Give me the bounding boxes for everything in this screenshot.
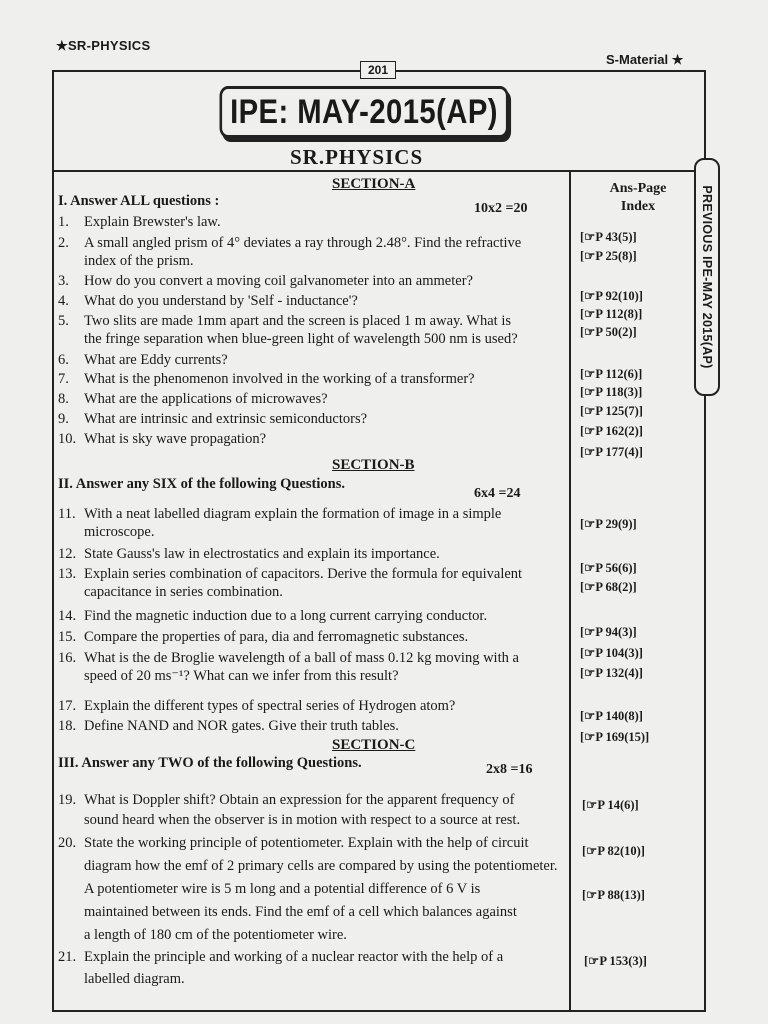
ref-q17: [☞P 140(8)]	[580, 709, 643, 723]
question-10	[58, 430, 266, 448]
header-right: S-Material ★	[606, 52, 684, 67]
question-text-cont: maintained between its ends. Find the emf of a cell which balances against	[84, 904, 517, 920]
question-text-cont: sound heard when the observer is in motion with respect to a source at rest.	[84, 812, 521, 828]
question-2	[58, 234, 521, 270]
question-16	[58, 649, 519, 685]
ref-q20b: [☞P 88(13)]	[582, 888, 645, 902]
question-text: Explain Brewster's law.	[84, 214, 221, 230]
section-b-instruction: II. Answer any SIX of the following Questions.	[58, 476, 345, 492]
ref-q6: [☞P 50(2)]	[580, 325, 637, 339]
question-text: State the working principle of potentiometer. Explain with the help of circuit	[84, 835, 529, 851]
question-number: 17.	[58, 698, 77, 714]
table-top-rule	[52, 170, 695, 172]
ref-q5: [☞P 112(8)]	[580, 307, 643, 321]
page-number: 201	[360, 61, 396, 79]
section-a-instruction: I. Answer ALL questions :	[58, 193, 220, 209]
ref-q11: [☞P 29(9)]	[580, 517, 637, 531]
question-1	[58, 213, 221, 231]
question-text-cont: diagram how the emf of 2 primary cells are compared by using the potentiometer.	[84, 858, 558, 874]
question-number: 11.	[58, 506, 76, 522]
question-number: 13.	[58, 566, 77, 582]
question-21	[58, 946, 503, 990]
question-4	[58, 292, 358, 310]
question-number: 3.	[58, 273, 69, 289]
question-text: What is the de Broglie wavelength of a ball of mass 0.12 kg moving with a	[84, 650, 519, 666]
question-5	[58, 312, 518, 348]
question-17	[58, 697, 455, 715]
question-text-cont: labelled diagram.	[84, 971, 185, 987]
question-number: 4.	[58, 293, 69, 309]
question-number: 18.	[58, 718, 77, 734]
question-text-cont: the fringe separation when blue-green light of wavelength 500 nm is used?	[84, 331, 518, 347]
question-text: With a neat labelled diagram explain the formation of image in a simple	[84, 506, 502, 522]
question-text: Explain the different types of spectral series of Hydrogen atom?	[84, 698, 456, 714]
question-number: 7.	[58, 371, 69, 387]
question-7	[58, 370, 475, 388]
question-14	[58, 607, 487, 625]
ref-q14: [☞P 94(3)]	[580, 625, 637, 639]
question-18	[58, 717, 399, 735]
question-number: 15.	[58, 629, 77, 645]
question-6	[58, 351, 228, 369]
ref-q10: [☞P 162(2)]	[580, 424, 643, 438]
question-text-cont: a length of 180 cm of the potentiometer wire.	[84, 927, 347, 943]
question-number: 10.	[58, 431, 77, 447]
question-text: Explain series combination of capacitors. Derive the formula for equivalent	[84, 566, 523, 582]
question-13	[58, 565, 522, 601]
question-text: Explain the principle and working of a nuclear reactor with the help of a	[84, 949, 504, 965]
question-text-cont: A potentiometer wire is 5 m long and a potential difference of 6 V is	[84, 881, 481, 897]
question-number: 1.	[58, 214, 69, 230]
question-text: What do you understand by 'Self - inductance'?	[84, 293, 358, 309]
ref-extra: [☞P 177(4)]	[580, 445, 643, 459]
question-number: 5.	[58, 313, 69, 329]
question-20	[58, 832, 558, 947]
question-text: What is the phenomenon involved in the working of a transformer?	[84, 371, 475, 387]
section-c-instruction: III. Answer any TWO of the following Questions.	[58, 755, 362, 771]
ref-q16: [☞P 132(4)]	[580, 666, 643, 680]
header-left: ★SR-PHYSICS	[56, 38, 151, 53]
question-number: 2.	[58, 235, 69, 251]
ref-q1-q2: [☞P 43(5)]	[580, 230, 637, 244]
side-tab-label: PREVIOUS IPE-MAY 2015(AP)	[700, 185, 714, 369]
ref-q9: [☞P 125(7)]	[580, 404, 643, 418]
ans-page-index-header	[582, 180, 694, 216]
question-11	[58, 505, 501, 541]
question-number: 16.	[58, 650, 77, 666]
ref-q21: [☞P 153(3)]	[584, 954, 647, 968]
question-number: 19.	[58, 792, 77, 808]
section-b-marks: 6x4 =24	[474, 486, 521, 501]
ref-q13: [☞P 68(2)]	[580, 580, 637, 594]
question-15	[58, 628, 468, 646]
section-a-title: SECTION-A	[332, 176, 416, 192]
question-8	[58, 390, 328, 408]
question-12	[58, 545, 440, 563]
question-text: Two slits are made 1mm apart and the screen is placed 1 m away. What is	[84, 313, 511, 329]
question-3	[58, 272, 473, 290]
ref-q8: [☞P 118(3)]	[580, 385, 643, 399]
question-number: 9.	[58, 411, 69, 427]
question-text: State Gauss's law in electrostatics and explain its importance.	[84, 546, 440, 562]
ref-q20a: [☞P 82(10)]	[582, 844, 645, 858]
section-a-marks: 10x2 =20	[474, 201, 528, 216]
question-text: A small angled prism of 4° deviates a ray through 2.48°. Find the refractive	[84, 235, 522, 251]
question-text: Find the magnetic induction due to a long current carrying conductor.	[84, 608, 488, 624]
section-b-title: SECTION-B	[332, 457, 415, 473]
ref-q7: [☞P 112(6)]	[580, 367, 643, 381]
question-number: 21.	[58, 949, 77, 965]
ref-q19: [☞P 14(6)]	[582, 798, 639, 812]
subject-title: SR.PHYSICS	[290, 145, 424, 169]
question-9	[58, 410, 367, 428]
question-text: What are the applications of microwaves?	[84, 391, 328, 407]
question-text: What are Eddy currents?	[84, 352, 228, 368]
question-text-cont: speed of 20 ms⁻¹? What can we infer from this result?	[84, 668, 399, 684]
question-text: Compare the properties of para, dia and ferromagnetic substances.	[84, 629, 469, 645]
ans-header-text: Ans-Page Index	[609, 181, 667, 214]
question-text: What is sky wave propagation?	[84, 431, 267, 447]
question-text-cont: capacitance in series combination.	[84, 584, 283, 600]
question-number: 8.	[58, 391, 69, 407]
section-c-marks: 2x8 =16	[486, 762, 533, 777]
question-number: 12.	[58, 546, 77, 562]
page-title: IPE: MAY-2015(AP)	[220, 86, 509, 138]
question-text: Define NAND and NOR gates. Give their truth tables.	[84, 718, 399, 734]
ref-q12: [☞P 56(6)]	[580, 561, 637, 575]
question-text-cont: index of the prism.	[84, 253, 194, 269]
ref-q15: [☞P 104(3)]	[580, 646, 643, 660]
question-text: What is Doppler shift? Obtain an expression for the apparent frequency of	[84, 792, 515, 808]
ans-column-divider	[569, 170, 571, 1012]
question-number: 20.	[58, 835, 77, 851]
question-number: 14.	[58, 608, 77, 624]
question-text-cont: microscope.	[84, 524, 155, 540]
question-text: How do you convert a moving coil galvanometer into an ammeter?	[84, 273, 473, 289]
ref-q3: [☞P 25(8)]	[580, 249, 637, 263]
question-text: What are intrinsic and extrinsic semiconductors?	[84, 411, 368, 427]
question-number: 6.	[58, 352, 69, 368]
section-c-title: SECTION-C	[332, 737, 416, 753]
ref-q18: [☞P 169(15)]	[580, 730, 650, 744]
ref-q4: [☞P 92(10)]	[580, 289, 643, 303]
question-19	[58, 790, 520, 830]
